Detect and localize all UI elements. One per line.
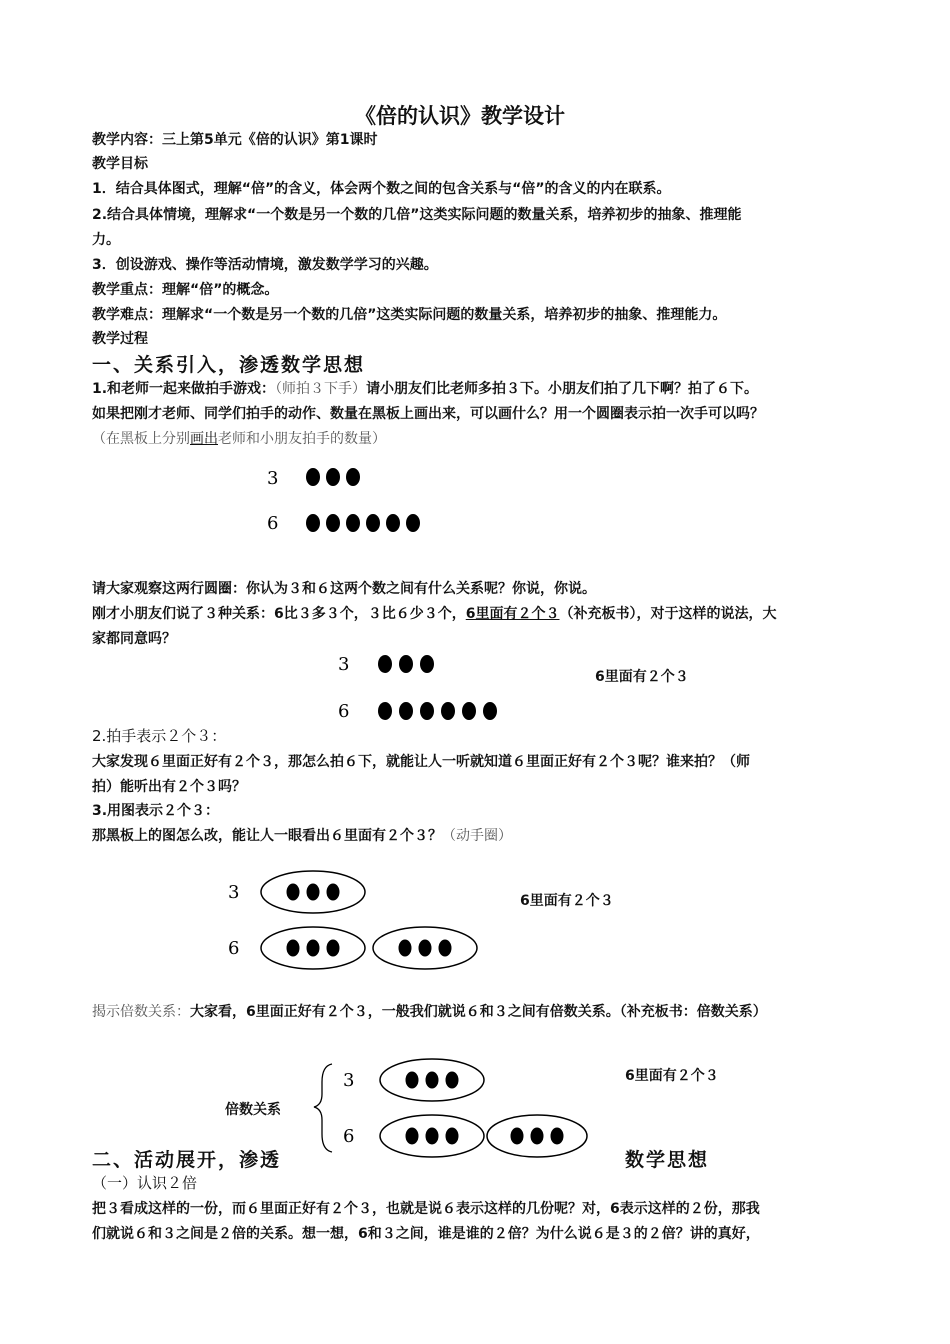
dot (531, 1128, 544, 1145)
dot (551, 1128, 564, 1145)
relations-part-a: 刚才小朋友们说了３种关系：6比３多３个，３比６少３个， (92, 606, 466, 622)
p1-part-a: 1.和老师一起来做拍手游戏： (92, 381, 276, 397)
relations-part-b: （补充板书），对于这样的说法，大 (559, 606, 777, 622)
reveal-text: 大家看，6里面正好有２个３，一般我们就说６和３之间有倍数关系。（补充板书：倍数关系） (190, 1004, 767, 1020)
content-line: 教学内容：三上第5单元《倍的认识》第1课时 (92, 132, 378, 148)
multiple-relation-figure (310, 1050, 595, 1158)
dot (378, 702, 392, 720)
dot (378, 655, 392, 673)
paragraph-1-line-1 (92, 378, 758, 398)
p1-part-c: 请小朋友们比老师多拍３下。小朋友们拍了几下啊？拍了６下。 (366, 381, 759, 397)
goal-2-line-2: 力。 (92, 232, 120, 248)
paragraph-1-line-2: 如果把刚才老师、同学们拍手的动作、数量在黑板上画出来，可以画什么？用一个圆圈表示拍一次手可以吗？ (92, 406, 764, 422)
goal-3: 3．创设游戏、操作等活动情境，激发数学学习的兴趣。 (92, 257, 438, 273)
page-title: 《倍的认识》教学设计 (355, 103, 565, 128)
section-2-heading-b: 数学思想 (625, 1149, 710, 1171)
dot (386, 514, 400, 532)
dot (446, 1072, 459, 1089)
note-underlined: 画出 (190, 431, 218, 447)
step-2-text-line-1: 大家发现６里面正好有２个３，那怎么拍６下，就能让人一听就知道６里面正好有２个３呢？谁来拍？（师 (92, 754, 750, 770)
brace-icon (314, 1064, 332, 1152)
dot (420, 655, 434, 673)
figure-number-6: 6 (228, 938, 240, 959)
label-6-has-2-3: 6里面有２个３ (625, 1068, 719, 1084)
dot (306, 468, 320, 486)
note-part-a: （在黑板上分别 (92, 431, 190, 447)
figure-number-3: 3 (267, 468, 279, 489)
figure-number-6: 6 (343, 1126, 355, 1147)
goals-heading: 教学目标 (92, 156, 148, 172)
key-point: 教学重点：理解“倍”的概念。 (92, 282, 279, 298)
dot (306, 514, 320, 532)
dot (420, 702, 434, 720)
step-2-text-line-2: 拍）能听出有２个３吗？ (92, 779, 246, 795)
dot (327, 884, 340, 901)
dot (406, 514, 420, 532)
relations-underlined: 6里面有２个３ (465, 606, 560, 622)
dot (399, 702, 413, 720)
goal-1: 1．结合具体图式，理解“倍”的含义，体会两个数之间的包含关系与“倍”的含义的内在联系。 (92, 181, 671, 197)
dot (307, 940, 320, 957)
dot (406, 1072, 419, 1089)
grouped-dots-figure (220, 862, 485, 970)
step-3-part-b: （动手圈） (442, 828, 512, 844)
dots-figure-2 (330, 648, 510, 728)
label-6-has-2-3: 6里面有２个３ (520, 893, 614, 909)
dot (399, 940, 412, 957)
dot (426, 1072, 439, 1089)
dot (327, 940, 340, 957)
p1-part-b: （师拍３下手） (275, 381, 367, 397)
observe-line: 请大家观察这两行圆圈：你认为３和６这两个数之间有什么关系呢？你说，你说。 (92, 581, 596, 597)
figure-number-3: 3 (343, 1070, 355, 1091)
dot (426, 1128, 439, 1145)
subsection-heading: （一）认识２倍 (92, 1174, 198, 1192)
dot (419, 940, 432, 957)
dot (346, 514, 360, 532)
dot (326, 514, 340, 532)
dot (483, 702, 497, 720)
figure-number-3: 3 (228, 882, 240, 903)
figure-number-6: 6 (338, 701, 350, 722)
reveal-line (92, 1001, 767, 1021)
note-part-b: 老师和小朋友拍手的数量） (218, 431, 386, 447)
step-3-heading: 3.用图表示２个３： (92, 803, 220, 819)
dots-figure-1 (255, 455, 430, 540)
dot (439, 940, 452, 957)
dot (287, 884, 300, 901)
section-1-heading: 一、关系引入，渗透数学思想 (92, 354, 366, 376)
label-6-has-2-3: 6里面有２个３ (595, 669, 689, 685)
step-3-part-a: 那黑板上的图怎么改，能让人一眼看出６里面有２个３？ (92, 828, 442, 844)
dot (307, 884, 320, 901)
dot (446, 1128, 459, 1145)
dot (406, 1128, 419, 1145)
dot (462, 702, 476, 720)
dot (441, 702, 455, 720)
goal-2-line-1: 2.结合具体情境，理解求“一个数是另一个数的几倍”这类实际问题的数量关系，培养初步的抽象、推理能 (92, 207, 742, 223)
final-line-2: 们就说６和３之间是２倍的关系。想一想，6和３之间，谁是谁的２倍？为什么说６是３的２倍？讲的真好， (92, 1226, 760, 1242)
dot (287, 940, 300, 957)
relations-line-2: 家都同意吗？ (92, 631, 176, 647)
difficulty: 教学难点：理解求“一个数是另一个数的几倍”这类实际问题的数量关系，培养初步的抽象、推理能力。 (92, 307, 727, 323)
dot (326, 468, 340, 486)
dot (346, 468, 360, 486)
dot (366, 514, 380, 532)
dot (399, 655, 413, 673)
final-line-1: 把３看成这样的一份，而６里面正好有２个３，也就是说６表示这样的几份呢？对，6表示这样的２份，那我 (92, 1201, 760, 1217)
relations-line-1 (92, 603, 777, 623)
figure-number-6: 6 (267, 513, 279, 534)
label-multiple-relation: 倍数关系 (225, 1102, 281, 1118)
dot (511, 1128, 524, 1145)
step-3-text (92, 825, 512, 845)
process-heading: 教学过程 (92, 331, 148, 347)
step-2-heading: 2.拍手表示２个３： (92, 727, 227, 745)
reveal-prefix: 揭示倍数关系： (92, 1004, 190, 1020)
figure-number-3: 3 (338, 654, 350, 675)
paragraph-1-note (92, 428, 386, 448)
section-2-heading-a: 二、活动展开，渗透 (92, 1149, 282, 1171)
